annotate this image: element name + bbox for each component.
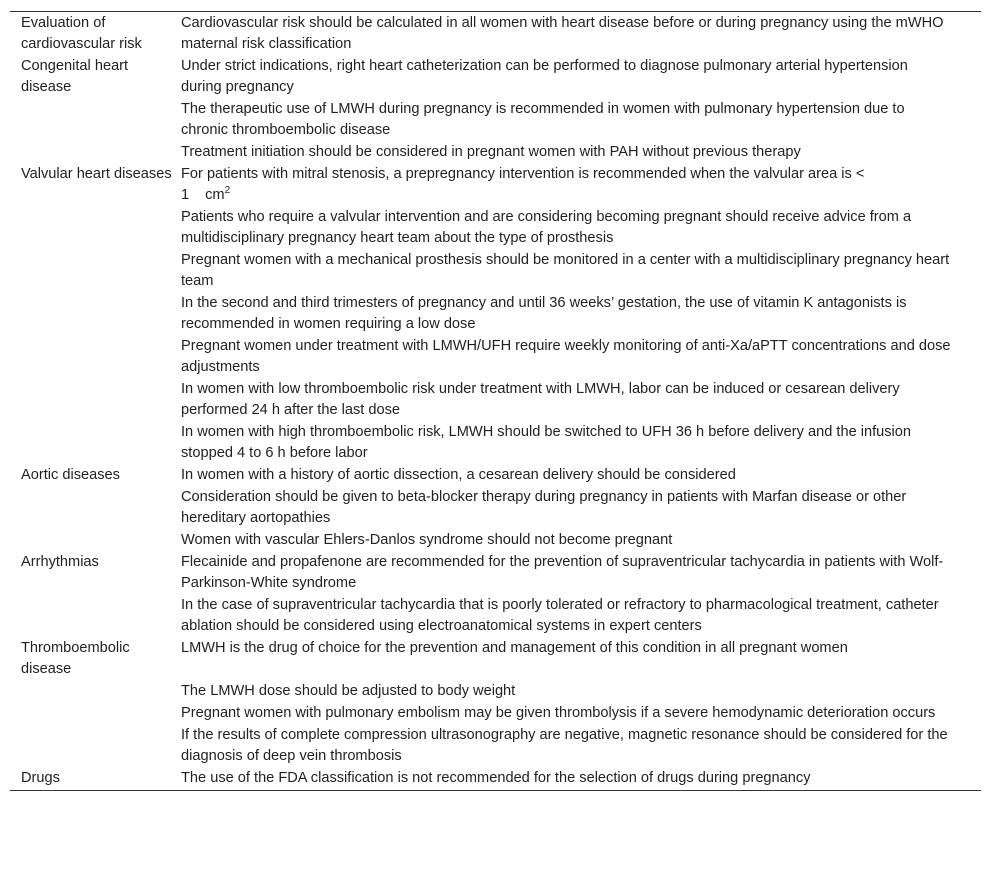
recommendation-cell: The LMWH dose should be adjusted to body weight: [181, 683, 516, 699]
recommendation-cell: Consideration should be given to beta-blocker therapy during pregnancy in patients with Marfan disease or other hereditary aortopathies: [181, 489, 907, 526]
table-row: [10, 336, 981, 379]
table-row: [10, 12, 981, 57]
table-row: [10, 487, 981, 530]
category-cell: Thromboembolic disease: [21, 640, 130, 677]
table-row: [10, 681, 981, 703]
recommendation-cell: Flecainide and propafenone are recommended for the prevention of supraventricular tachycardia in patients with Wolf-Parkinson-White syndrome: [181, 554, 944, 591]
category-cell: Valvular heart diseases: [21, 166, 172, 182]
recommendation-cell: Treatment initiation should be considered in pregnant women with PAH without previous therapy: [181, 144, 801, 160]
table-row: [10, 552, 981, 595]
category-cell: [10, 99, 181, 142]
recommendation-cell: In the case of supraventricular tachycardia that is poorly tolerated or refractory to pharmacological treatment, catheter ablation should be considered using electroanatomical systems in expert centers: [181, 597, 939, 634]
recommendation-cell: In women with low thromboembolic risk under treatment with LMWH, labor can be induced or cesarean delivery performed 24 h after the last dose: [181, 381, 900, 418]
recommendation-text: For patients with mitral stenosis, a prepregnancy intervention is recommended when the valvular area is <: [181, 166, 865, 182]
table-row: [10, 142, 981, 164]
recommendation-cell: LMWH is the drug of choice for the prevention and management of this condition in all pregnant women: [181, 640, 848, 656]
category-cell: Drugs: [21, 770, 60, 786]
table-row: [10, 56, 981, 99]
table-row: [10, 250, 981, 293]
table-row: [10, 164, 981, 207]
recommendation-cell: [181, 164, 981, 207]
recommendation-cell: Cardiovascular risk should be calculated in all women with heart disease before or during pregnancy using the mWHO maternal risk classification: [181, 15, 944, 52]
recommendation-cell: The therapeutic use of LMWH during pregnancy is recommended in women with pulmonary hypertension due to chronic thromboembolic disease: [181, 101, 905, 138]
recommendation-cell: Patients who require a valvular intervention and are considering becoming pregnant should receive advice from a multidisciplinary pregnancy heart team about the type of prosthesis: [181, 209, 912, 246]
category-cell: [10, 595, 181, 638]
table-row: [10, 207, 981, 250]
category-cell: Arrhythmias: [21, 554, 99, 570]
recommendation-cell: Under strict indications, right heart catheterization can be performed to diagnose pulmonary arterial hypertension during pregnancy: [181, 58, 908, 95]
category-cell: [10, 336, 181, 379]
table-row: [10, 703, 981, 725]
category-cell: [10, 725, 181, 768]
recommendations-table-container: [10, 11, 981, 791]
valve-area-value: 1: [181, 187, 190, 203]
category-cell: [10, 379, 181, 422]
category-cell: [10, 703, 181, 725]
table-row: [10, 293, 981, 336]
category-cell: [10, 293, 181, 336]
category-cell: [10, 422, 181, 465]
category-cell: [10, 207, 181, 250]
category-cell: [10, 487, 181, 530]
table-row: [10, 530, 981, 552]
recommendation-cell: If the results of complete compression ultrasonography are negative, magnetic resonance should be considered for the diagnosis of deep vein thrombosis: [181, 727, 948, 764]
table-row: [10, 725, 981, 768]
table-row: [10, 99, 981, 142]
recommendation-cell: In the second and third trimesters of pregnancy and until 36 weeks’ gestation, the use of vitamin K antagonists is recommended in women requiring a low dose: [181, 295, 907, 332]
category-cell: [10, 530, 181, 552]
table-row: [10, 595, 981, 638]
recommendations-table: [10, 11, 981, 791]
recommendation-cell: In women with a history of aortic dissection, a cesarean delivery should be considered: [181, 467, 736, 483]
unit-exponent: 2: [224, 185, 231, 196]
table-row: [10, 768, 981, 791]
table-row: [10, 422, 981, 465]
table-row: [10, 379, 981, 422]
category-cell: [10, 142, 181, 164]
category-cell: Aortic diseases: [21, 467, 120, 483]
table-row: [10, 638, 981, 681]
category-cell: [10, 681, 181, 703]
recommendation-cell: Pregnant women with a mechanical prosthesis should be monitored in a center with a multidisciplinary pregnancy heart team: [181, 252, 950, 289]
recommendation-cell: Pregnant women under treatment with LMWH/UFH require weekly monitoring of anti-Xa/aPTT concentrations and dose adjustments: [181, 338, 951, 375]
recommendation-cell: The use of the FDA classification is not recommended for the selection of drugs during pregnancy: [181, 770, 811, 786]
recommendation-cell: Pregnant women with pulmonary embolism may be given thrombolysis if a severe hemodynamic deterioration occurs: [181, 705, 936, 721]
recommendation-cell: In women with high thromboembolic risk, LMWH should be switched to UFH 36 h before delivery and the infusion stopped 4 to 6 h before labor: [181, 424, 912, 461]
table-row: [10, 465, 981, 487]
recommendation-cell: Women with vascular Ehlers-Danlos syndrome should not become pregnant: [181, 532, 673, 548]
category-cell: Congenital heart disease: [21, 58, 129, 95]
valve-area-unit: cm: [205, 187, 225, 203]
category-cell: [10, 250, 181, 293]
category-cell: Evaluation of cardiovascular risk: [21, 15, 142, 52]
